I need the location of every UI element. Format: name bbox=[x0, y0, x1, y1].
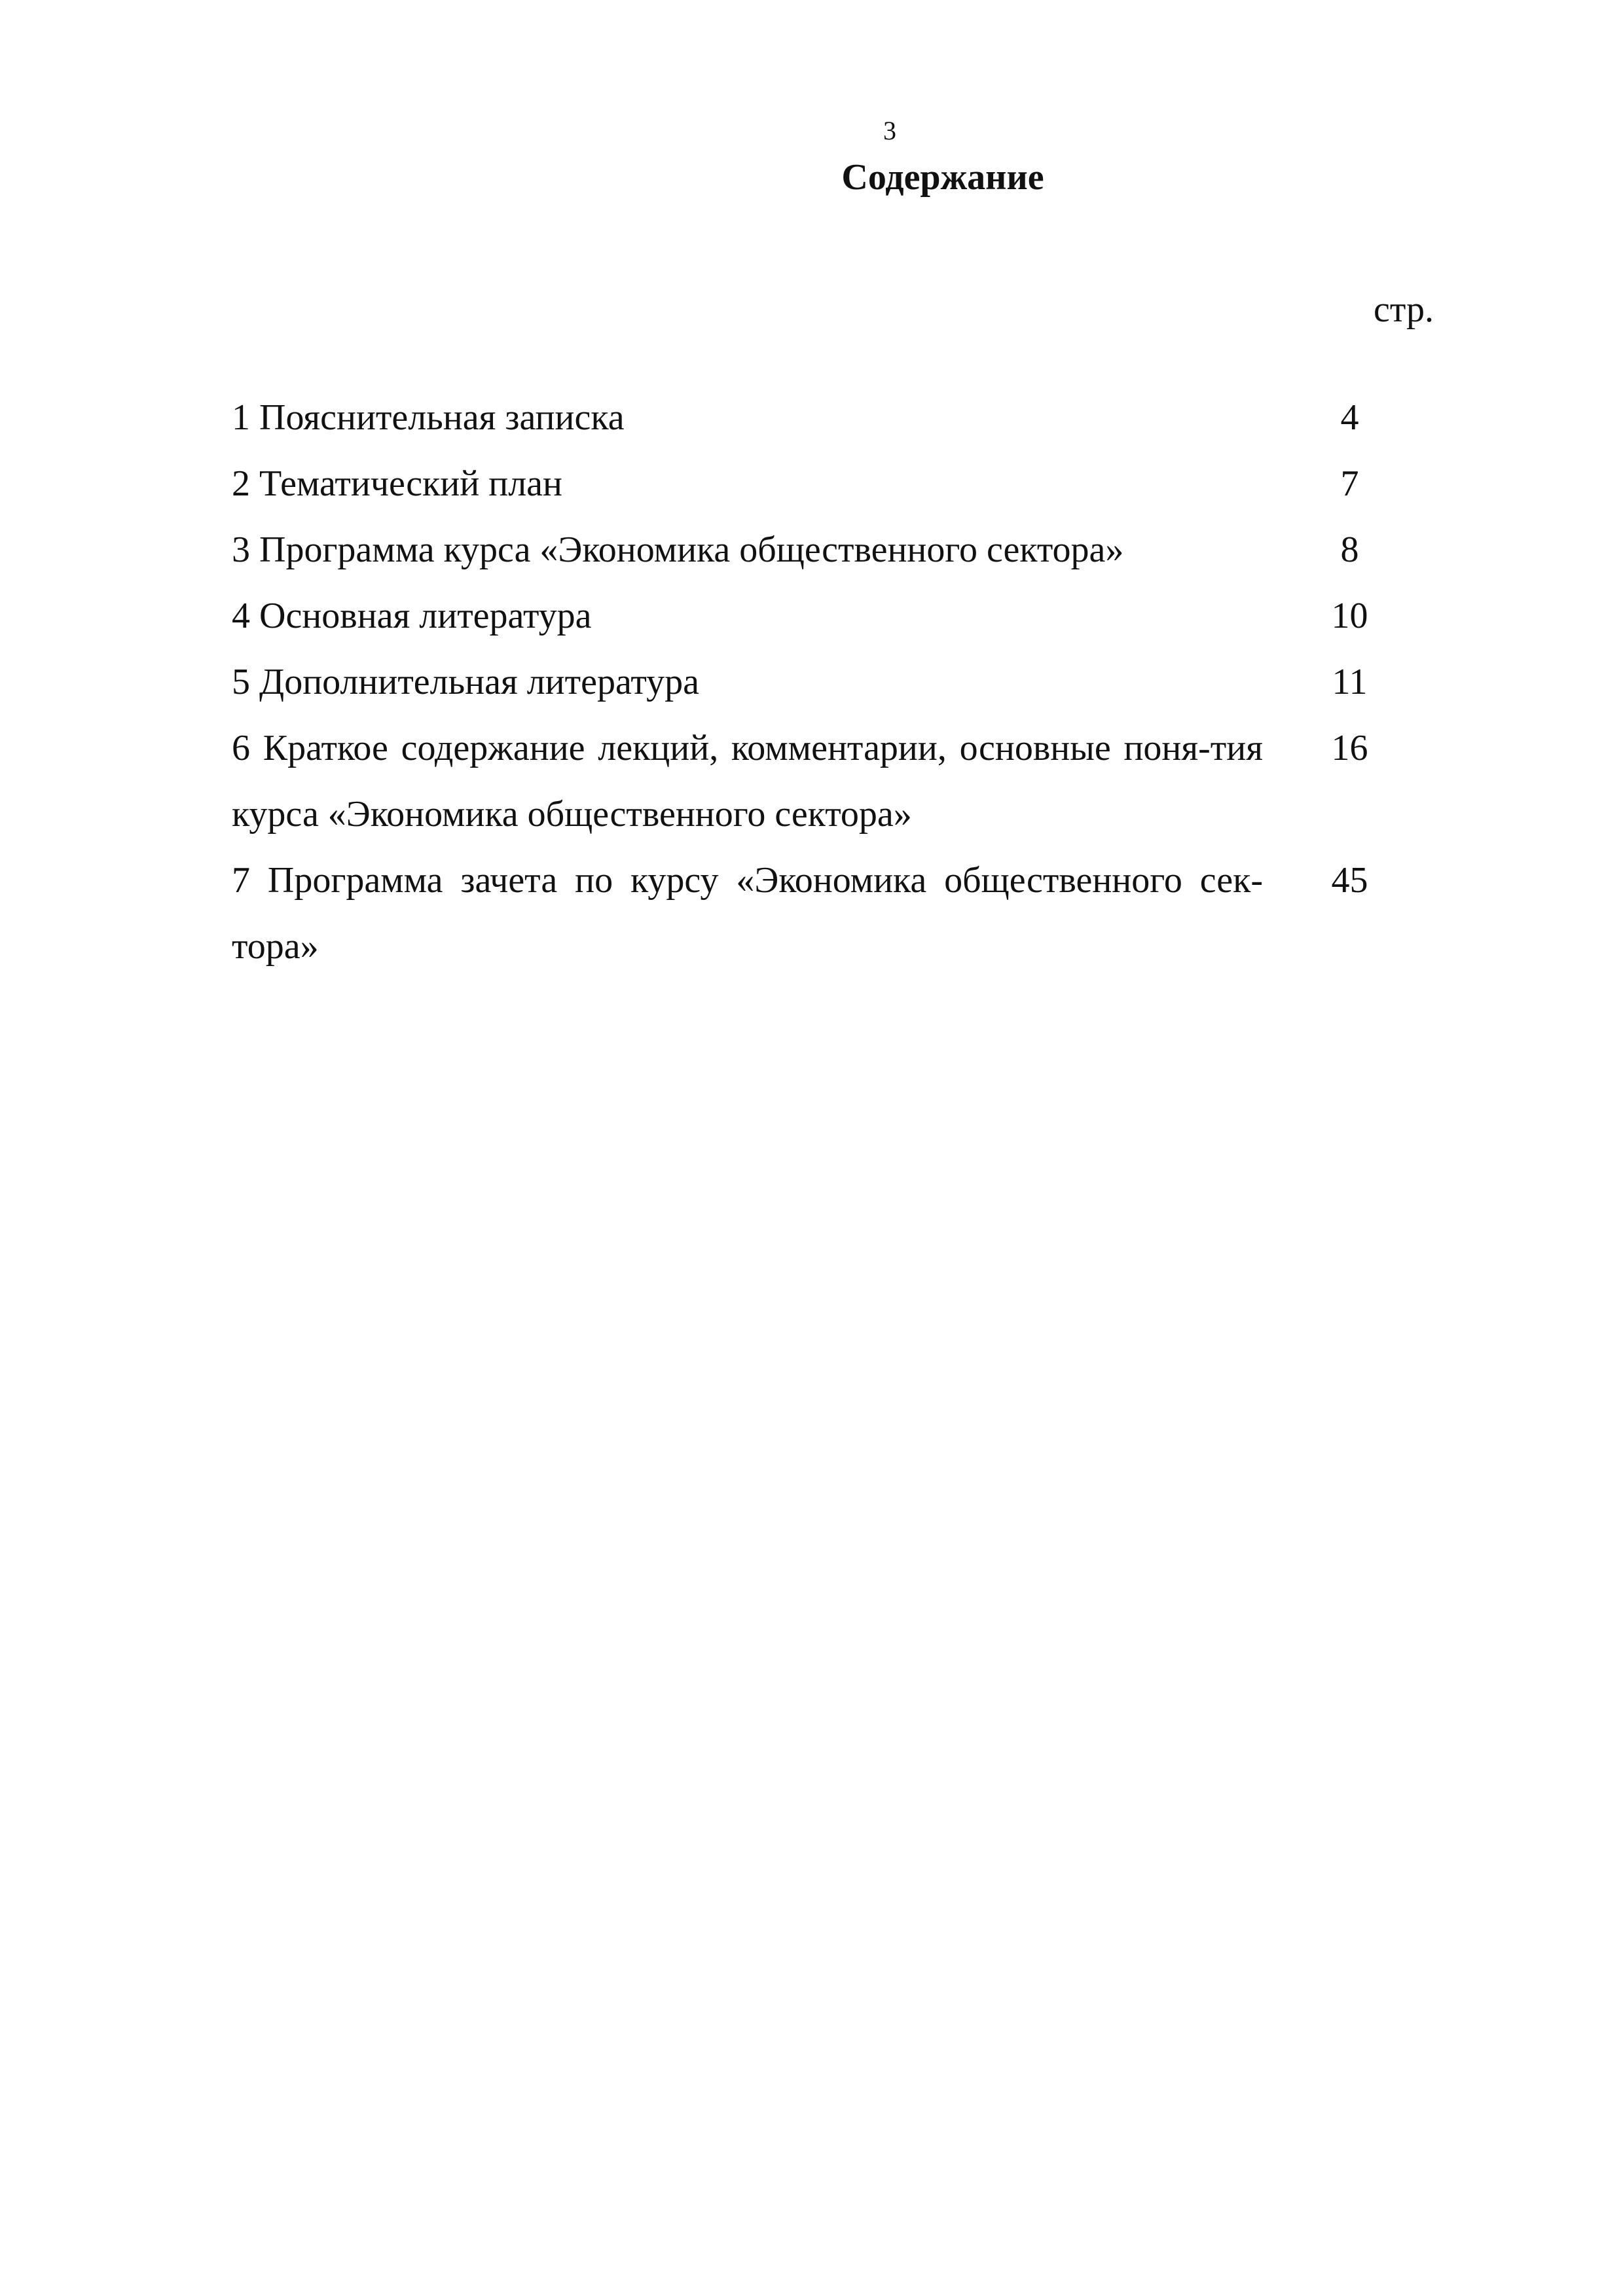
toc-entry[interactable] bbox=[232, 451, 1436, 517]
toc-entry[interactable] bbox=[232, 517, 1436, 583]
toc-entry-title: 1 Пояснительная записка bbox=[232, 397, 625, 438]
toc-entry-title: 7 Программа зачета по курсу «Экономика общественного сек-тора» bbox=[232, 860, 1263, 967]
toc-entry[interactable] bbox=[232, 715, 1436, 848]
toc-entry-title: 6 Краткое содержание лекций, комментарии, основные поня-тия курса «Экономика общественного сектора» bbox=[232, 728, 1263, 834]
toc-entry-title: 3 Программа курса «Экономика общественного сектора» bbox=[232, 529, 1124, 570]
toc-entry-page: 45 bbox=[1331, 860, 1368, 901]
toc-entry-page: 8 bbox=[1340, 529, 1359, 570]
toc-entry[interactable] bbox=[232, 848, 1436, 980]
toc-entry-title: 2 Тематический план bbox=[232, 463, 562, 504]
toc-entry-title: 5 Дополнительная литература bbox=[232, 662, 699, 702]
toc-entry[interactable] bbox=[232, 583, 1436, 649]
table-of-contents bbox=[232, 385, 1436, 980]
toc-entry-page: 4 bbox=[1340, 397, 1359, 438]
toc-entry[interactable] bbox=[232, 385, 1436, 451]
page-column-label: стр. bbox=[1373, 289, 1434, 330]
page-number: 3 bbox=[883, 116, 896, 145]
toc-entry-page: 16 bbox=[1331, 728, 1368, 768]
toc-entry-page: 11 bbox=[1332, 662, 1368, 702]
toc-entry-page: 7 bbox=[1340, 463, 1359, 504]
toc-entry-title: 4 Основная литература bbox=[232, 596, 592, 636]
toc-entry[interactable] bbox=[232, 649, 1436, 715]
page-title: Содержание bbox=[841, 157, 1044, 198]
toc-entry-page: 10 bbox=[1331, 596, 1368, 636]
